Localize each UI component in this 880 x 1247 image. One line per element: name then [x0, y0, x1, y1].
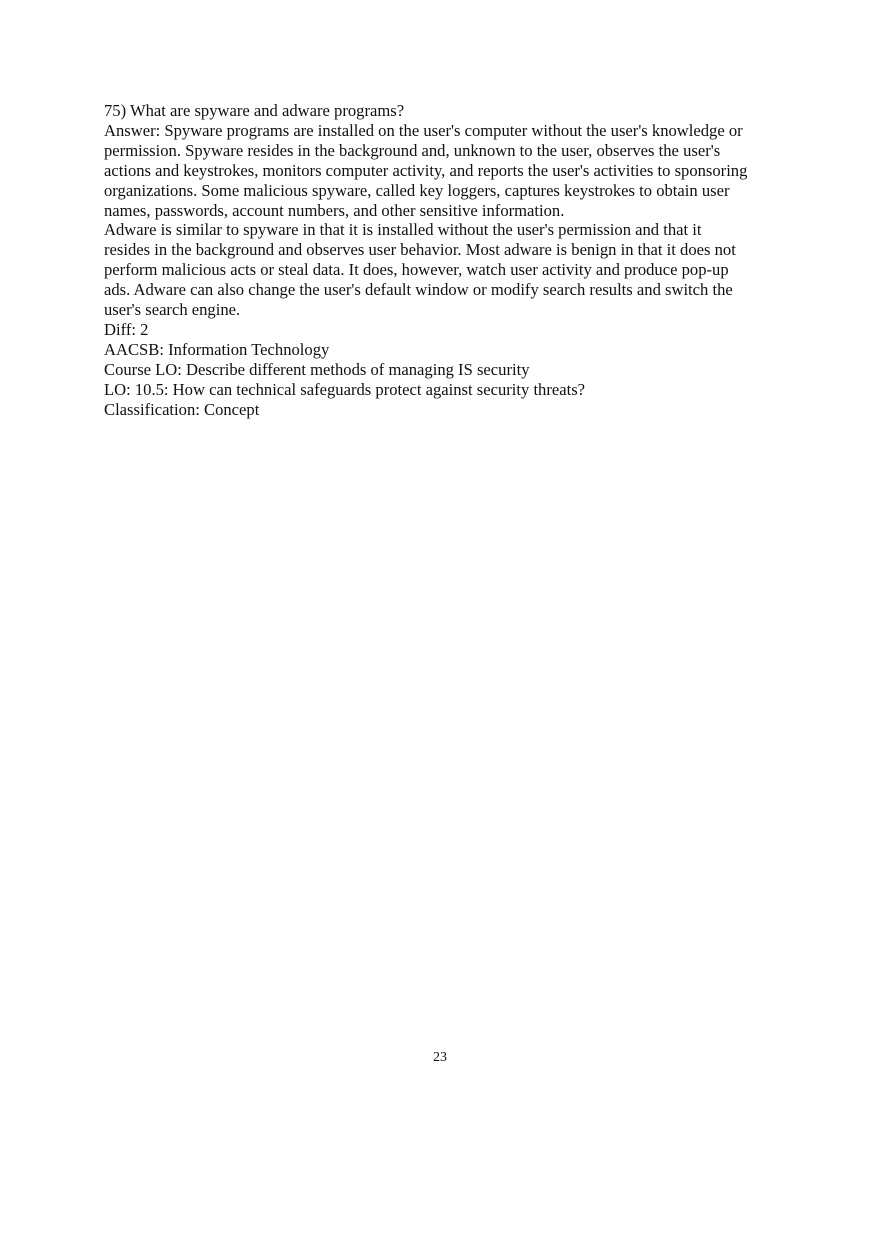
answer-paragraph-adware [104, 220, 784, 320]
question-metadata [104, 320, 784, 420]
answer-line: permission. Spyware resides in the background and, unknown to the user, observes the user's [104, 140, 721, 160]
answer-line: actions and keystrokes, monitors computer activity, and reports the user's activities to sponsoring [104, 160, 748, 180]
answer-line: names, passwords, account numbers, and other sensitive information. [104, 200, 565, 220]
question-block [104, 101, 784, 420]
page-number: 23 [433, 1050, 447, 1065]
question-text: 75) What are spyware and adware programs? [104, 101, 405, 120]
answer-line: user's search engine. [104, 300, 241, 320]
learning-objective: LO: 10.5: How can technical safeguards protect against security threats? [104, 379, 586, 399]
answer-paragraph-spyware [104, 121, 784, 221]
aacsb-tag: AACSB: Information Technology [104, 339, 330, 359]
classification: Classification: Concept [104, 399, 260, 419]
difficulty: Diff: 2 [104, 319, 149, 339]
answer-line: perform malicious acts or steal data. It does, however, watch user activity and produce pop-up [104, 260, 729, 280]
answer-line: resides in the background and observes user behavior. Most adware is benign in that it does not [104, 240, 736, 260]
answer-line: Answer: Spyware programs are installed on the user's computer without the user's knowledge or [104, 120, 743, 140]
answer-line: ads. Adware can also change the user's default window or modify search results and switch the [104, 280, 733, 300]
course-lo: Course LO: Describe different methods of managing IS security [104, 359, 530, 379]
answer-line: Adware is similar to spyware in that it is installed without the user's permission and that it [104, 220, 702, 240]
answer-line: organizations. Some malicious spyware, called key loggers, captures keystrokes to obtain user [104, 180, 730, 200]
